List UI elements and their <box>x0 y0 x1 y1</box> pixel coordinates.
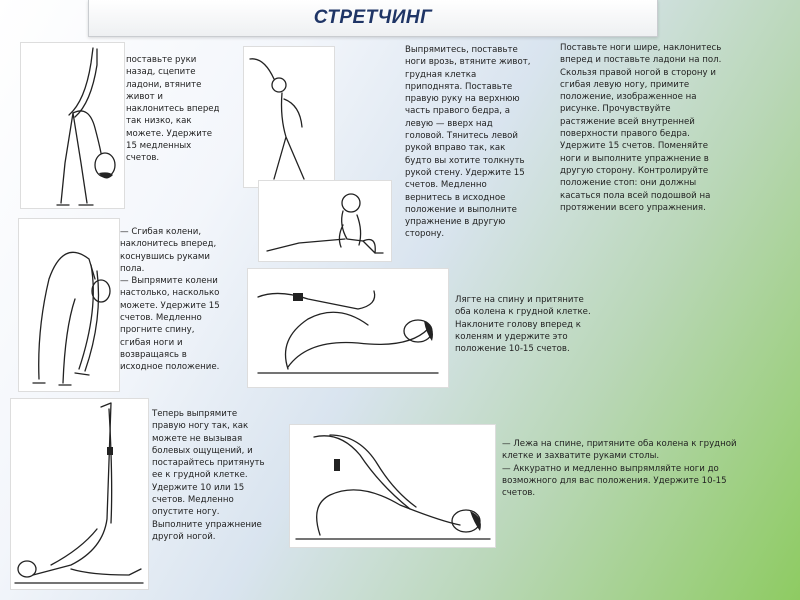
illustration-side-lunge <box>258 180 392 262</box>
title-bar <box>88 0 658 37</box>
page-title: СТРЕТЧИНГ <box>313 7 433 28</box>
illustration-knees-hug <box>289 424 496 548</box>
illustration-knees-to-chest <box>247 268 449 388</box>
instruction-text-6: Теперь выпрямите правую ногу так, как можете не вызывая болевых ощущений, и постарайтесь притянуть ее к грудной клетке. Удержите 10 или 15 счетов. Медленно опустите ногу. Выполните упражнение другой ногой. <box>152 409 265 542</box>
instruction-text-5: Лягте на спину и притяните оба колена к грудной клетке. Наклоните голову вперед к коленям и удержите это положение 10-15 счетов. <box>455 295 591 355</box>
instruction-text-7: — Лежа на спине, притяните оба колена к грудной клетке и захватите руками столы. — Аккуратно и медленно выпрямляйте ноги до возможного для вас положения. Удержите 10-15 счетов. <box>502 439 737 499</box>
instruction-text-4: — Сгибая колени, наклонитесь вперед, коснувшись руками пола. — Выпрямите колени настолько, насколько можете. Удержите 15 счетов. Медленно прогните спину, сгибая ноги и возвращаясь в исходное положение. <box>120 227 220 373</box>
instruction-text-3: Поставьте ноги шире, наклонитесь вперед и поставьте ладони на пол. Скользя правой ногой в сторону и сгибая левую ногу, примите положение, изображенное на рисунке. Прочувствуйте растяжение всей внутренней поверхности правого бедра. Удержите 15 счетов. Поменяйте ноги и выполните упражнение в другую сторону. Контролируйте положение стоп: они должны касаться пола всей подошвой на протяжении всего упражнения. <box>560 43 722 213</box>
instruction-text-2: Выпрямитесь, поставьте ноги врозь, втяните живот, грудная клетка приподнята. Поставьте правую руку на верхнюю часть правого бедра, а левую — вверх над головой. Тянитесь левой рукой вправо так, как будто вы хотите толкнуть рукой стену. Удержите 15 счетов. Медленно вернитесь в исходное положение и выполните упражнение в другую сторону. <box>405 45 531 240</box>
illustration-leg-raise <box>10 398 149 590</box>
instruction-text-1: поставьте руки назад, сцепите ладони, втяните живот и наклонитесь вперед так низко, как можете. Удержите 15 медленных счетов. <box>126 55 220 164</box>
illustration-forward-bend-hands-clasped <box>20 42 125 209</box>
illustration-bend-touch-floor <box>18 218 120 392</box>
illustration-side-stretch <box>243 46 335 188</box>
